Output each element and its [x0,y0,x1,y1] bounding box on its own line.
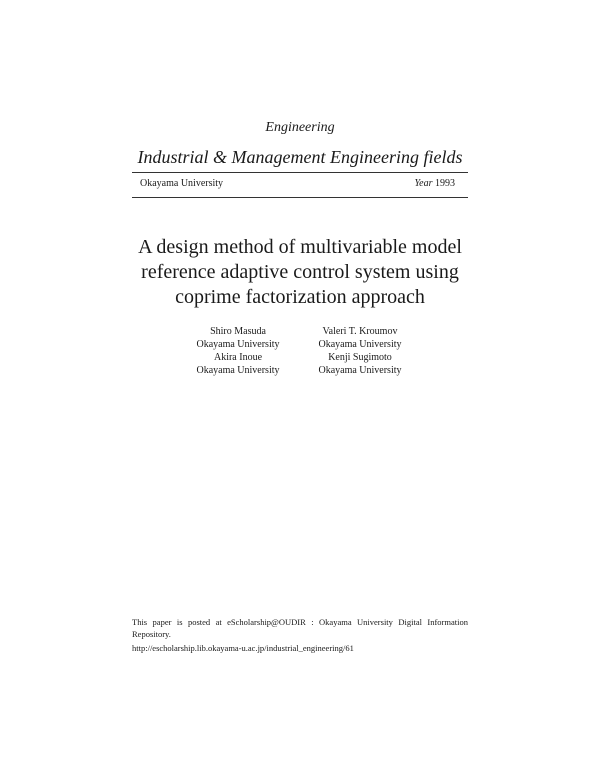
title-line: reference adaptive control system using [141,261,459,283]
author-name: Valeri T. Kroumov [322,326,398,337]
paper-title [100,235,500,310]
author-name: Akira Inoue [213,352,263,363]
repository-url-link[interactable]: http://escholarship.lib.okayama-u.ac.jp/industrial_engineering/61 [132,643,354,653]
author-affiliation: Okayama University [196,365,280,376]
collection-name: Industrial & Management Engineering fields [137,147,463,167]
repository-notice: This paper is posted at eScholarship@OUDIR : Okayama University Digital Information Repository. [132,617,468,639]
author-block [290,351,430,377]
year-block [415,178,455,189]
author-name: Shiro Masuda [210,326,266,337]
author-name: Kenji Sugimoto [328,352,392,363]
title-line: coprime factorization approach [175,286,425,308]
author-block [168,325,308,351]
year-value: 1993 [435,178,455,189]
meta-row [140,178,455,194]
header-rule-bottom [132,197,468,198]
author-block [168,351,308,377]
author-block [290,325,430,351]
series-name: Engineering [265,120,335,135]
institution: Okayama University [140,178,224,189]
repository-footer [132,616,468,654]
author-affiliation: Okayama University [196,339,280,350]
header-rule-top [132,172,468,173]
author-affiliation: Okayama University [318,365,402,376]
author-affiliation: Okayama University [318,339,402,350]
title-line: A design method of multivariable model [138,236,462,258]
year-label: Year [414,178,433,189]
